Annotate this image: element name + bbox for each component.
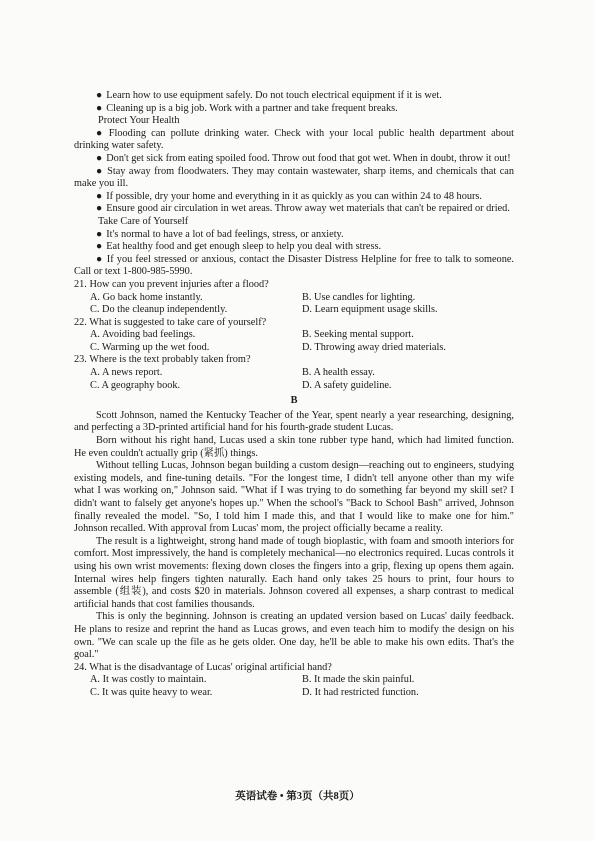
option-c[interactable]: C. It was quite heavy to wear. — [90, 686, 213, 698]
question-stem: 22. What is suggested to take care of yourself? — [74, 316, 267, 328]
list-item: ● Learn how to use equipment safely. Do not touch electrical equipment if it is wet. — [96, 90, 442, 101]
list-item: ● Stay away from floodwaters. They may contain wastewater, sharp items, and chemicals that can make you ill. — [74, 165, 514, 190]
option-a[interactable]: A. It was costly to maintain. — [90, 674, 207, 686]
section-heading-protect-health: Protect Your Health — [98, 115, 180, 127]
list-item: ● Don't get sick from eating spoiled food. Throw out food that got wet. When in doubt, throw it out! — [96, 152, 511, 164]
protect-health-list — [74, 128, 514, 216]
question-stem: 23. Where is the text probably taken from? — [74, 354, 251, 366]
paragraph: Born without his right hand, Lucas used a skin tone rubber type hand, which had limited function. He even couldn't actually grip (紧抓) things. — [74, 435, 514, 459]
list-item: ● Cleaning up is a big job. Work with a partner and take frequent breaks. — [96, 102, 398, 114]
question-stem: 24. What is the disadvantage of Lucas' original artificial hand? — [74, 661, 332, 673]
option-a[interactable]: A. Avoiding bad feelings. — [90, 329, 196, 341]
option-a[interactable]: A. Go back home instantly. — [90, 291, 203, 303]
option-d[interactable]: D. Learn equipment usage skills. — [302, 304, 438, 316]
option-b[interactable]: B. It made the skin painful. — [302, 674, 415, 686]
list-item: ● Eat healthy food and get enough sleep to help you deal with stress. — [96, 241, 382, 253]
passage-b — [74, 410, 514, 662]
list-item: ● If possible, dry your home and everything in it as quickly as you can within 24 to 48 hours. — [96, 190, 483, 202]
paragraph: This is only the beginning. Johnson is creating an updated version based on Lucas' daily feedback. He plans to resize and reprint the hand as Lucas grows, and even teach him to modify the design on his own. "We can scale up the file as he gets older. One day, he'll be able to make his own edits. That's the goal." — [74, 611, 514, 661]
paragraph: Without telling Lucas, Johnson began building a custom design—reaching out to engineers, studying existing models, and fine-tuning details. "For the longest time, I didn't tell anyone other than my wife what I was working on," Johnson said. "What if I was trying to do something far beyond my skill set? I didn't want to falsely get anyone's hopes up." When the school's "Back to School Bash" arrived, Johnson finally revealed the model. "So, I told him I made this, and that I would like to make one for him." Johnson recalled. With approval from Lucas' mom, the project officially became a reality. — [74, 460, 514, 535]
take-care-list — [74, 229, 514, 279]
list-item: ● Flooding can pollute drinking water. Check with your local public health department about drinking water safety. — [74, 127, 514, 152]
list-item: ● Ensure good air circulation in wet areas. Throw away wet materials that can't be repaired or dried. — [96, 203, 510, 215]
option-a[interactable]: A. A news report. — [90, 367, 163, 379]
option-b[interactable]: B. A health essay. — [302, 367, 375, 379]
section-heading-take-care: Take Care of Yourself — [98, 215, 189, 227]
top-bullet-list — [74, 90, 514, 115]
question-23 — [74, 354, 514, 392]
page-footer: 英语试卷 • 第3页（共8页） — [235, 791, 360, 802]
question-21 — [74, 279, 514, 317]
option-d[interactable]: D. A safety guideline. — [302, 379, 392, 391]
option-c[interactable]: C. Do the cleanup independently. — [90, 304, 228, 316]
question-22 — [74, 317, 514, 355]
list-item: ● It's normal to have a lot of bad feelings, stress, or anxiety. — [96, 228, 344, 240]
option-c[interactable]: C. A geography book. — [90, 379, 181, 391]
option-d[interactable]: D. Throwing away dried materials. — [302, 341, 446, 353]
paragraph: The result is a lightweight, strong hand made of tough bioplastic, with foam and smooth interiors for comfort. Most impressively, the hand is completely mechanical—no electronics required. Lucas controls it using his own wrist movements: flexing down closes the fingers into a grip, flexing up opens them again. Internal wires help fingers tighten naturally. Each hand only takes 25 hours to print, four hours to assemble (组装), and costs $20 in materials. Johnson covered all expenses, a sharp contrast to medical artificial hands that cost families thousands. — [74, 535, 514, 610]
page-content — [74, 90, 514, 700]
question-24 — [74, 662, 514, 700]
list-item: ● If you feel stressed or anxious, contact the Disaster Distress Helpline for free to talk to someone. Call or text 1-800-985-5990. — [74, 253, 514, 278]
question-stem: 21. How can you prevent injuries after a flood? — [74, 278, 269, 290]
paragraph: Scott Johnson, named the Kentucky Teacher of the Year, spent nearly a year researching, designing, and perfecting a 3D-printed artificial hand for his fourth-grade student Lucas. — [74, 409, 514, 434]
option-b[interactable]: B. Use candles for lighting. — [302, 291, 416, 303]
option-d[interactable]: D. It had restricted function. — [302, 686, 419, 698]
section-b-label: B — [290, 395, 298, 407]
option-c[interactable]: C. Warming up the wet food. — [90, 341, 210, 353]
option-b[interactable]: B. Seeking mental support. — [302, 329, 414, 341]
